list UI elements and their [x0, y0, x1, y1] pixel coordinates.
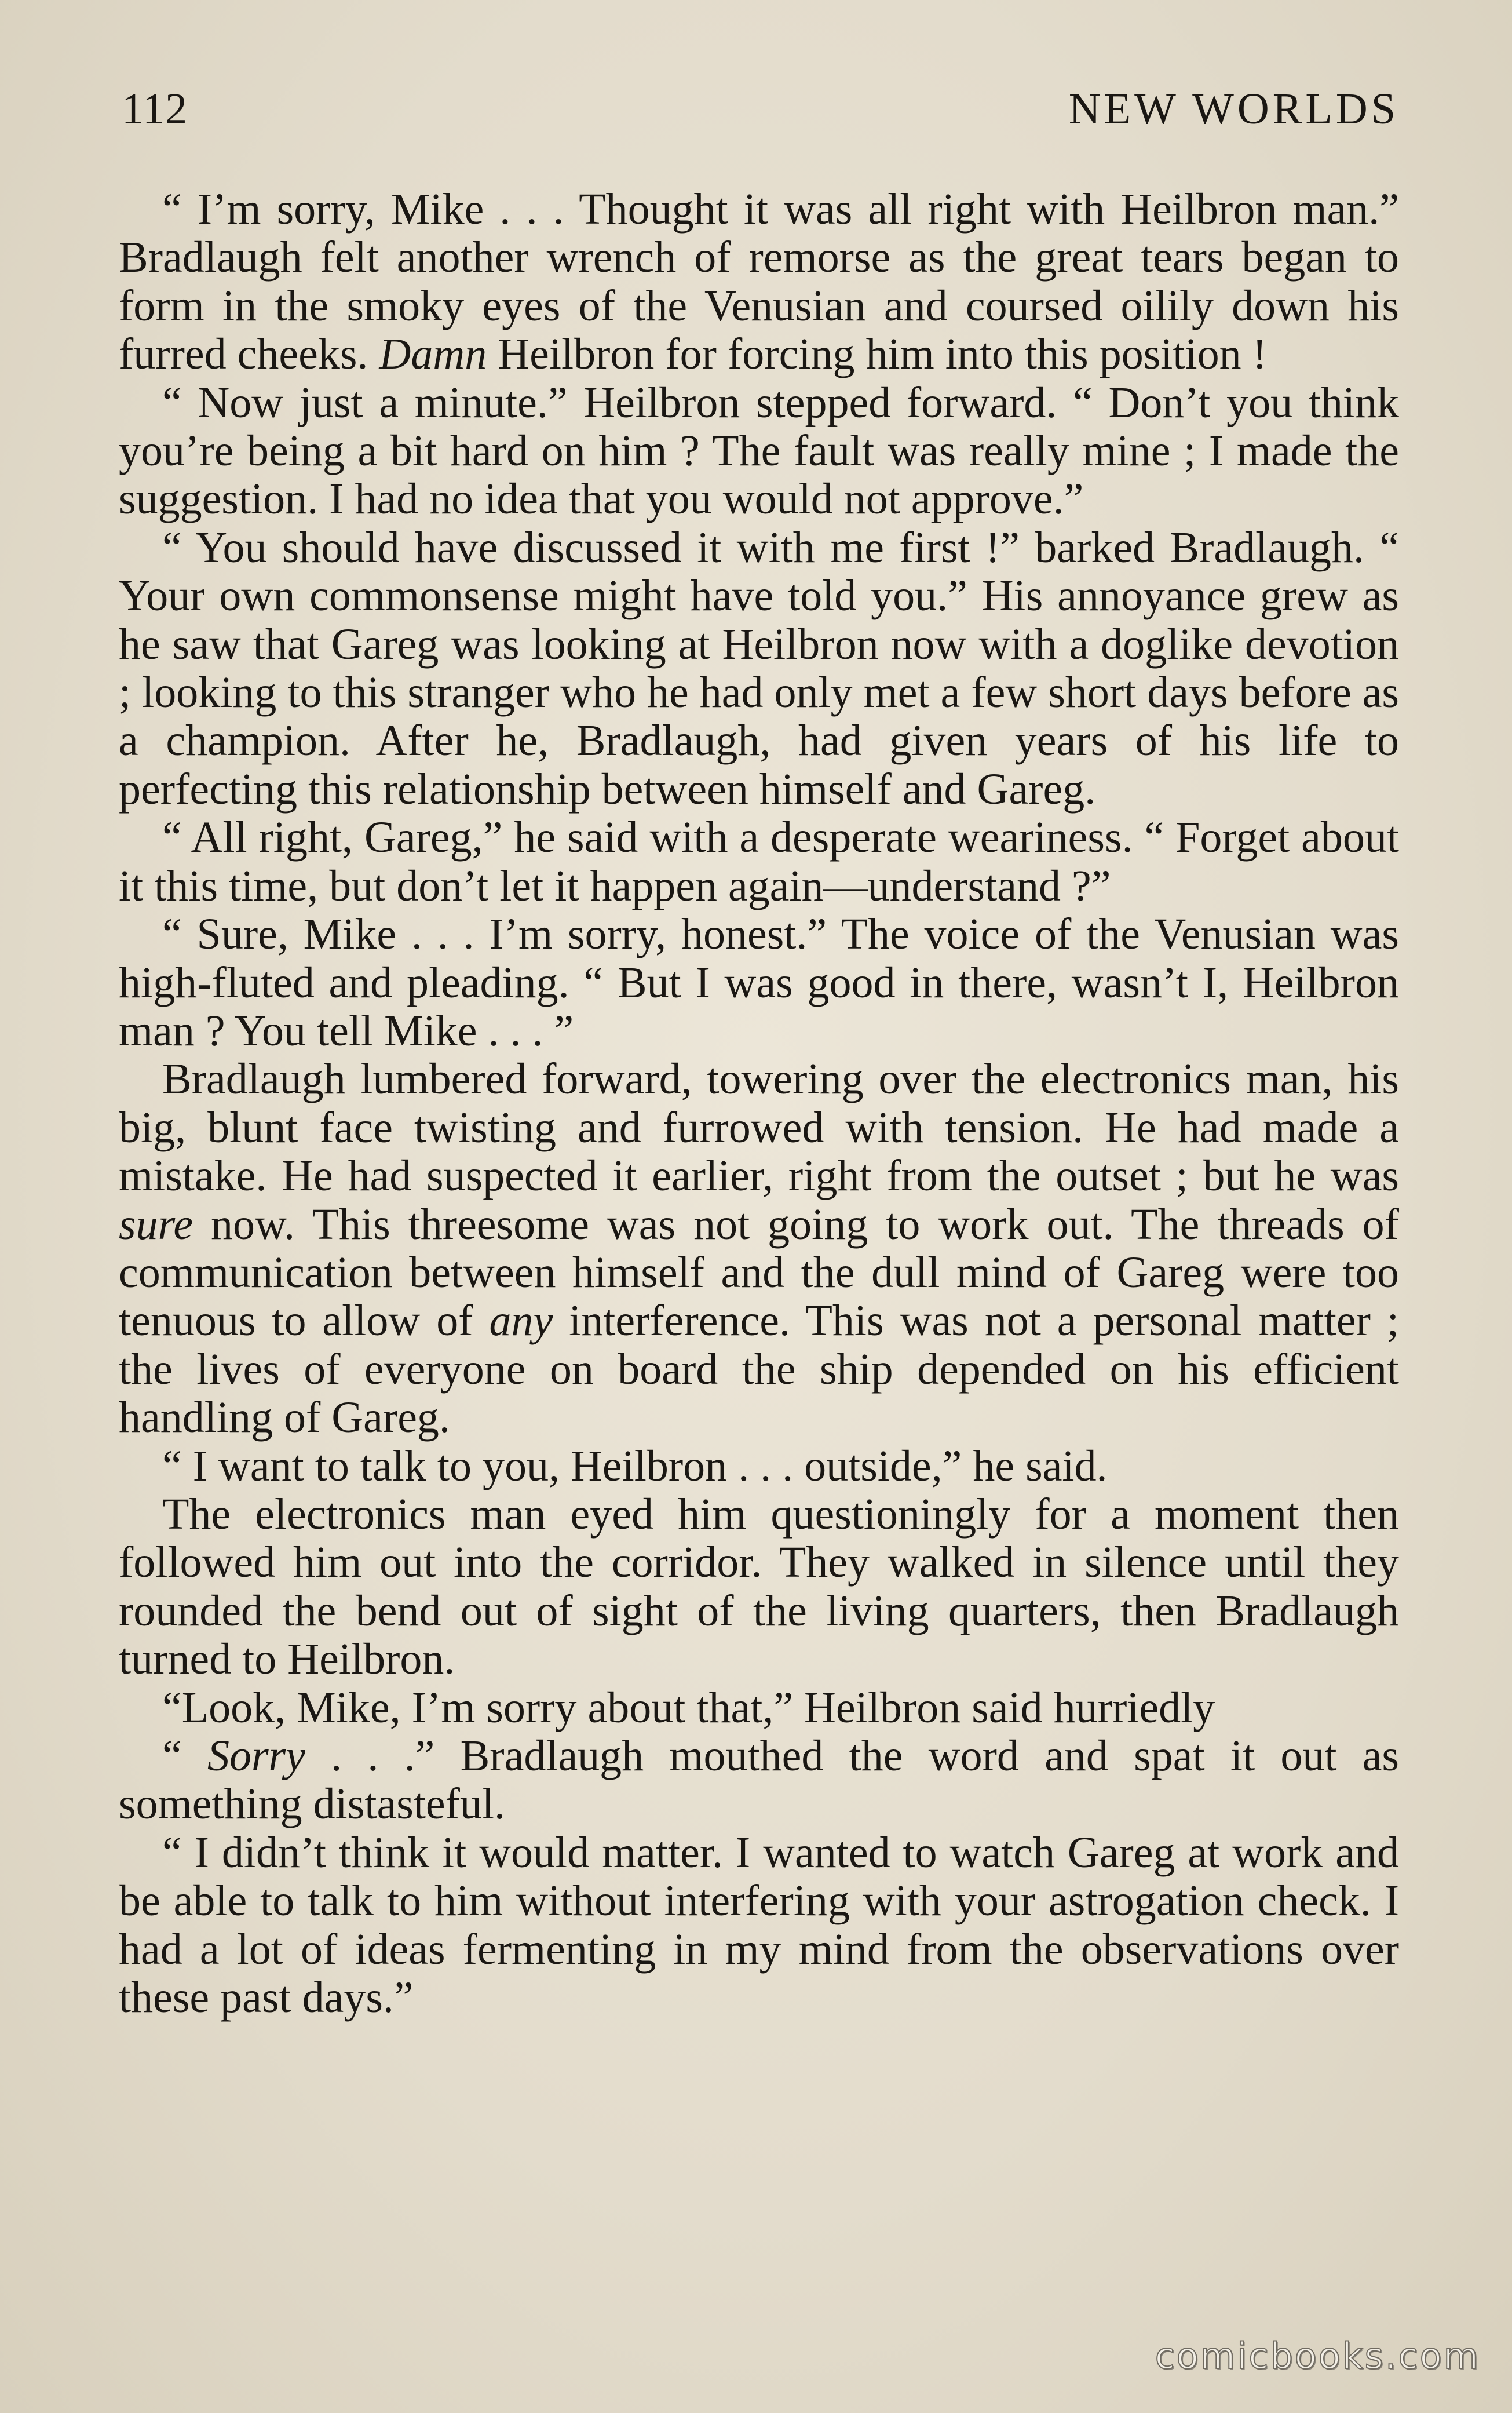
paragraph: [119, 910, 1399, 1055]
italic-text-run: sure: [119, 1200, 193, 1249]
page-number: 112: [122, 85, 188, 133]
italic-text-run: Damn: [379, 330, 487, 379]
watermark: comicbooks.com: [1155, 2335, 1480, 2377]
paragraph: [119, 379, 1399, 524]
text-run: “ Sure, Mike . . . I’m sorry, honest.” The voice of the Venusian was high-fluted and pleading. “ But I was good in there, wasn’t I, Heilbron man ? You tell Mike . . . ”: [119, 910, 1399, 1055]
paragraph: [119, 1442, 1399, 1490]
paragraph: [119, 814, 1399, 910]
text-run: Heilbron for forcing him into this position !: [487, 330, 1267, 379]
paragraph: [119, 1490, 1399, 1684]
text-run: “ You should have discussed it with me first !” barked Bradlaugh. “ Your own commonsense might have told you.” His annoyance grew as he saw that Gareg was looking at Heilbron now with a doglike devotion ; looking to this stranger who he had only met a few short days before as a champion. After he, Bradlaugh, had given years of his life to perfecting this relationship between himself and Gareg.: [119, 523, 1399, 814]
text-run: Bradlaugh lumbered forward, towering over the electronics man, his big, blunt face twisting and furrowed with tension. He had made a mistake. He had suspected it earlier, right from the outset ; but he was: [119, 1055, 1399, 1201]
text-run: now. This threesome was not going to work out. The threads of communication between himself and the dull mind of Gareg were too tenuous to allow of: [119, 1200, 1399, 1346]
text-run: The electronics man eyed him questioningly for a moment then followed him out into the corridor. They walked in silence until they rounded the bend out of sight of the living quarters, then Bradlaugh turned to Heilbron.: [119, 1489, 1399, 1684]
text-run: “ I didn’t think it would matter. I wanted to watch Gareg at work and be able to talk to him without interfering with your astrogation check. I had a lot of ideas fermenting in my mind from the observations over these past days.”: [119, 1828, 1399, 2022]
text-run: interference. This was not a personal matter ; the lives of everyone on board the ship depended on his efficient handling of Gareg.: [119, 1296, 1399, 1442]
paragraph: [119, 1684, 1399, 1732]
journal-title: NEW WORLDS: [1068, 85, 1399, 133]
paragraph: [119, 1732, 1399, 1829]
running-head: [122, 87, 1399, 131]
italic-text-run: Sorry: [207, 1732, 305, 1780]
text-run: “ I want to talk to you, Heilbron . . . outside,” he said.: [162, 1441, 1108, 1490]
text-run: . . .” Bradlaugh mouthed the word and spat it out as something distasteful.: [119, 1732, 1399, 1829]
paragraph: [119, 524, 1399, 814]
paragraph: [119, 1829, 1399, 2022]
italic-text-run: any: [489, 1296, 553, 1346]
text-run: “ Now just a minute.” Heilbron stepped forward. “ Don’t you think you’re being a bit hard on him ? The fault was really mine ; I made the suggestion. I had no idea that you would not approve.”: [119, 378, 1399, 524]
paragraph: [119, 1055, 1399, 1442]
text-run: “ All right, Gareg,” he said with a desperate weariness. “ Forget about it this time, but don’t let it happen again—understand ?”: [119, 813, 1399, 910]
body-text: [119, 185, 1399, 2022]
text-run: “ I’m sorry, Mike . . . Thought it was all right with Heilbron man.” Bradlaugh felt another wrench of remorse as the great tears began to form in the smoky eyes of the Venusian and coursed oilily down his furred cheeks.: [119, 185, 1399, 379]
paragraph: [119, 185, 1399, 379]
text-run: “Look, Mike, I’m sorry about that,” Heilbron said hurriedly: [162, 1683, 1215, 1732]
text-run: “: [162, 1732, 207, 1780]
